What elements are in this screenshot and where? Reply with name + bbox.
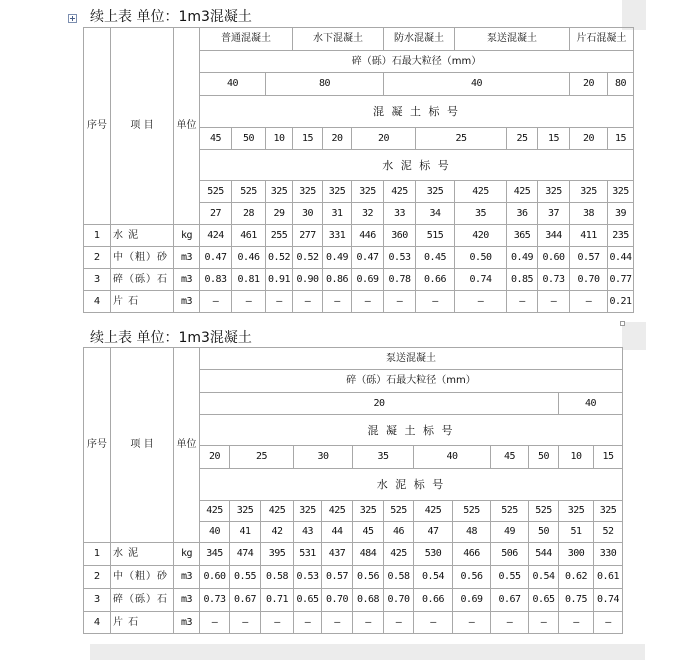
grade-title: 混 凝 土 标 号	[200, 415, 623, 446]
value-cell: 0.54	[529, 566, 559, 589]
column-number: 39	[608, 203, 634, 225]
cement-grade-cell: 425	[322, 501, 353, 522]
cement-grade-cell: 325	[608, 181, 634, 203]
header-seq: 序号	[84, 28, 111, 225]
value-cell: 506	[491, 543, 529, 566]
column-number: 32	[352, 203, 384, 225]
value-cell: 437	[322, 543, 353, 566]
type-header: 泵送混凝土	[455, 28, 570, 51]
column-number: 35	[455, 203, 507, 225]
value-cell: —	[261, 612, 294, 634]
value-cell: 0.50	[455, 247, 507, 269]
value-cell: 0.81	[232, 269, 266, 291]
cement-grade-cell: 425	[414, 501, 453, 522]
value-cell: —	[384, 291, 416, 313]
value-cell: 0.60	[200, 566, 230, 589]
value-cell: 544	[529, 543, 559, 566]
value-cell: 466	[453, 543, 491, 566]
table-caption: 续上表 单位：1m3混凝土	[90, 330, 252, 346]
column-number: 49	[491, 522, 529, 543]
value-cell: —	[538, 291, 570, 313]
value-cell: —	[200, 612, 230, 634]
row-number: 2	[84, 566, 111, 589]
row-item-name: 碎（砾）石	[111, 589, 174, 612]
grade-cell: 30	[294, 446, 353, 469]
type-header: 水下混凝土	[293, 28, 384, 51]
value-cell: 0.91	[266, 269, 293, 291]
value-cell: —	[414, 612, 453, 634]
mix-table	[83, 27, 634, 313]
type-header: 片石混凝土	[570, 28, 634, 51]
value-cell: 0.61	[594, 566, 623, 589]
value-cell: 0.60	[538, 247, 570, 269]
value-cell: 461	[232, 225, 266, 247]
value-cell: 0.74	[455, 269, 507, 291]
value-cell: —	[491, 612, 529, 634]
table-row	[84, 247, 634, 269]
value-cell: —	[232, 291, 266, 313]
value-cell: —	[322, 612, 353, 634]
value-cell: —	[230, 612, 261, 634]
column-number: 29	[266, 203, 293, 225]
value-cell: 360	[384, 225, 416, 247]
value-cell: 0.83	[200, 269, 232, 291]
row-unit: kg	[174, 225, 200, 247]
row-unit: m3	[174, 291, 200, 313]
row-item-name: 中（粗）砂	[111, 566, 174, 589]
value-cell: —	[455, 291, 507, 313]
value-cell: 255	[266, 225, 293, 247]
grade-title: 混 凝 土 标 号	[200, 96, 634, 128]
aggregate-title: 碎（砾）石最大粒径（mm）	[200, 370, 623, 393]
aggregate-title: 碎（砾）石最大粒径（mm）	[200, 51, 634, 73]
cement-grade-cell: 525	[200, 181, 232, 203]
size-cell: 40	[200, 73, 266, 96]
grade-cell: 15	[608, 128, 634, 150]
cement-grade-cell: 525	[384, 501, 414, 522]
table-row	[84, 225, 634, 247]
value-cell: 0.54	[414, 566, 453, 589]
page-edge-top-right	[622, 0, 646, 30]
value-cell: 0.49	[323, 247, 352, 269]
grade-cell: 15	[538, 128, 570, 150]
cement-grade-cell: 425	[200, 501, 230, 522]
value-cell: 0.45	[416, 247, 455, 269]
column-number: 38	[570, 203, 608, 225]
value-cell: 446	[352, 225, 384, 247]
value-cell: 0.67	[491, 589, 529, 612]
value-cell: —	[293, 291, 323, 313]
value-cell: —	[266, 291, 293, 313]
value-cell: 0.52	[293, 247, 323, 269]
value-cell: 425	[384, 543, 414, 566]
column-number: 43	[294, 522, 322, 543]
value-cell: 420	[455, 225, 507, 247]
row-unit: m3	[174, 566, 200, 589]
grade-cell: 35	[353, 446, 414, 469]
column-number: 42	[261, 522, 294, 543]
cement-grade-cell: 325	[323, 181, 352, 203]
value-cell: 0.53	[294, 566, 322, 589]
table-row	[84, 612, 623, 634]
value-cell: 0.47	[200, 247, 232, 269]
table-body	[84, 225, 634, 313]
value-cell: 331	[323, 225, 352, 247]
column-number: 44	[322, 522, 353, 543]
table-caption: 续上表 单位：1m3混凝土	[90, 9, 252, 25]
grade-cell: 40	[414, 446, 491, 469]
value-cell: 0.55	[491, 566, 529, 589]
value-cell: —	[529, 612, 559, 634]
value-cell: 344	[538, 225, 570, 247]
row-number: 2	[84, 247, 111, 269]
cement-grade-cell: 525	[232, 181, 266, 203]
row-item-name: 碎（砾）石	[111, 269, 174, 291]
value-cell: 0.58	[261, 566, 294, 589]
column-number: 30	[293, 203, 323, 225]
value-cell: —	[594, 612, 623, 634]
value-cell: 474	[230, 543, 261, 566]
value-cell: 424	[200, 225, 232, 247]
header-unit: 单位	[174, 28, 200, 225]
grade-cell: 45	[200, 128, 232, 150]
grade-cell: 45	[491, 446, 529, 469]
row-number: 1	[84, 543, 111, 566]
page-edge-right	[622, 322, 646, 350]
cement-grade-cell: 325	[559, 501, 594, 522]
value-cell: —	[507, 291, 538, 313]
cement-grade-cell: 525	[453, 501, 491, 522]
value-cell: 0.67	[230, 589, 261, 612]
value-cell: 530	[414, 543, 453, 566]
column-number: 37	[538, 203, 570, 225]
type-header: 普通混凝土	[200, 28, 293, 51]
grade-cell: 10	[559, 446, 594, 469]
grade-cell: 25	[230, 446, 294, 469]
row-item-name: 水 泥	[111, 225, 174, 247]
table-move-handle-icon[interactable]	[68, 14, 77, 23]
value-cell: —	[384, 612, 414, 634]
cement-grade-cell: 325	[266, 181, 293, 203]
value-cell: 0.62	[559, 566, 594, 589]
value-cell: —	[453, 612, 491, 634]
row-item-name: 片 石	[111, 612, 174, 634]
value-cell: —	[352, 291, 384, 313]
table-row	[84, 543, 623, 566]
column-number: 47	[414, 522, 453, 543]
size-cell: 80	[266, 73, 384, 96]
value-cell: 0.70	[570, 269, 608, 291]
table-row	[84, 291, 634, 313]
value-cell: 330	[594, 543, 623, 566]
row-unit: kg	[174, 543, 200, 566]
row-number: 4	[84, 612, 111, 634]
value-cell: 0.57	[570, 247, 608, 269]
cement-grade-cell: 325	[416, 181, 455, 203]
value-cell: 515	[416, 225, 455, 247]
cement-grade-cell: 425	[384, 181, 416, 203]
value-cell: 0.69	[453, 589, 491, 612]
row-number: 3	[84, 269, 111, 291]
column-number: 33	[384, 203, 416, 225]
value-cell: 0.70	[322, 589, 353, 612]
row-number: 4	[84, 291, 111, 313]
header-unit: 单位	[174, 348, 200, 543]
value-cell: 0.71	[261, 589, 294, 612]
column-number: 31	[323, 203, 352, 225]
table-resize-handle-icon[interactable]	[620, 321, 625, 326]
value-cell: 0.77	[608, 269, 634, 291]
cement-grade-cell: 325	[294, 501, 322, 522]
row-number: 3	[84, 589, 111, 612]
row-unit: m3	[174, 247, 200, 269]
column-number: 36	[507, 203, 538, 225]
cement-grade-cell: 325	[352, 181, 384, 203]
value-cell: 365	[507, 225, 538, 247]
value-cell: 0.21	[608, 291, 634, 313]
value-cell: 531	[294, 543, 322, 566]
row-item-name: 水 泥	[111, 543, 174, 566]
value-cell: 0.44	[608, 247, 634, 269]
value-cell: 0.73	[538, 269, 570, 291]
grade-cell: 20	[352, 128, 416, 150]
value-cell: 235	[608, 225, 634, 247]
value-cell: 0.53	[384, 247, 416, 269]
cement-grade-cell: 525	[529, 501, 559, 522]
value-cell: 0.58	[384, 566, 414, 589]
row-unit: m3	[174, 269, 200, 291]
value-cell: 411	[570, 225, 608, 247]
cement-grade-cell: 325	[353, 501, 384, 522]
value-cell: 0.74	[594, 589, 623, 612]
table-row	[84, 269, 634, 291]
value-cell: 0.56	[353, 566, 384, 589]
row-number: 1	[84, 225, 111, 247]
size-cell: 20	[570, 73, 608, 96]
column-number: 27	[200, 203, 232, 225]
cement-title: 水 泥 标 号	[200, 150, 634, 181]
row-unit: m3	[174, 589, 200, 612]
value-cell: 0.73	[200, 589, 230, 612]
cement-title: 水 泥 标 号	[200, 469, 623, 501]
value-cell: —	[200, 291, 232, 313]
grade-cell: 20	[570, 128, 608, 150]
cement-grade-cell: 325	[538, 181, 570, 203]
value-cell: —	[294, 612, 322, 634]
value-cell: —	[559, 612, 594, 634]
value-cell: 0.86	[323, 269, 352, 291]
column-number: 45	[353, 522, 384, 543]
column-number: 28	[232, 203, 266, 225]
value-cell: 300	[559, 543, 594, 566]
value-cell: 0.52	[266, 247, 293, 269]
grade-cell: 25	[416, 128, 507, 150]
column-number: 48	[453, 522, 491, 543]
value-cell: 0.78	[384, 269, 416, 291]
cement-grade-cell: 325	[570, 181, 608, 203]
cement-grade-cell: 325	[230, 501, 261, 522]
value-cell: 0.85	[507, 269, 538, 291]
row-item-name: 片 石	[111, 291, 174, 313]
value-cell: 0.46	[232, 247, 266, 269]
value-cell: 345	[200, 543, 230, 566]
table-row	[84, 589, 623, 612]
table-body	[84, 543, 623, 634]
type-header: 防水混凝土	[384, 28, 455, 51]
value-cell: 0.70	[384, 589, 414, 612]
value-cell: 0.68	[353, 589, 384, 612]
value-cell: 395	[261, 543, 294, 566]
value-cell: 0.57	[322, 566, 353, 589]
cement-grade-cell: 425	[261, 501, 294, 522]
value-cell: 0.56	[453, 566, 491, 589]
grade-cell: 20	[323, 128, 352, 150]
value-cell: 0.55	[230, 566, 261, 589]
header-item: 项 目	[111, 348, 174, 543]
cement-grade-cell: 525	[491, 501, 529, 522]
table-row	[84, 566, 623, 589]
value-cell: —	[353, 612, 384, 634]
grade-cell: 15	[594, 446, 623, 469]
header-seq: 序号	[84, 348, 111, 543]
column-number: 51	[559, 522, 594, 543]
grade-cell: 10	[266, 128, 293, 150]
value-cell: 0.90	[293, 269, 323, 291]
row-item-name: 中（粗）砂	[111, 247, 174, 269]
grade-cell: 50	[529, 446, 559, 469]
column-number: 46	[384, 522, 414, 543]
value-cell: 0.49	[507, 247, 538, 269]
column-number: 40	[200, 522, 230, 543]
cement-grade-cell: 425	[507, 181, 538, 203]
value-cell: —	[323, 291, 352, 313]
grade-cell: 25	[507, 128, 538, 150]
column-number: 34	[416, 203, 455, 225]
column-number: 50	[529, 522, 559, 543]
column-number: 52	[594, 522, 623, 543]
value-cell: —	[416, 291, 455, 313]
value-cell: 484	[353, 543, 384, 566]
row-unit: m3	[174, 612, 200, 634]
grade-cell: 15	[293, 128, 323, 150]
value-cell: 0.66	[414, 589, 453, 612]
grade-cell: 50	[232, 128, 266, 150]
mix-table	[83, 347, 623, 634]
value-cell: 0.47	[352, 247, 384, 269]
value-cell: 0.65	[529, 589, 559, 612]
column-number: 41	[230, 522, 261, 543]
grade-cell: 20	[200, 446, 230, 469]
cement-grade-cell: 425	[455, 181, 507, 203]
value-cell: —	[570, 291, 608, 313]
value-cell: 0.69	[352, 269, 384, 291]
cement-grade-cell: 325	[293, 181, 323, 203]
value-cell: 0.65	[294, 589, 322, 612]
type-header: 泵送混凝土	[200, 348, 623, 370]
size-cell: 20	[200, 393, 559, 415]
page-edge-bottom	[90, 644, 645, 660]
size-cell: 80	[608, 73, 634, 96]
value-cell: 277	[293, 225, 323, 247]
value-cell: 0.75	[559, 589, 594, 612]
size-cell: 40	[384, 73, 570, 96]
size-cell: 40	[559, 393, 623, 415]
header-item: 项 目	[111, 28, 174, 225]
cement-grade-cell: 325	[594, 501, 623, 522]
value-cell: 0.66	[416, 269, 455, 291]
